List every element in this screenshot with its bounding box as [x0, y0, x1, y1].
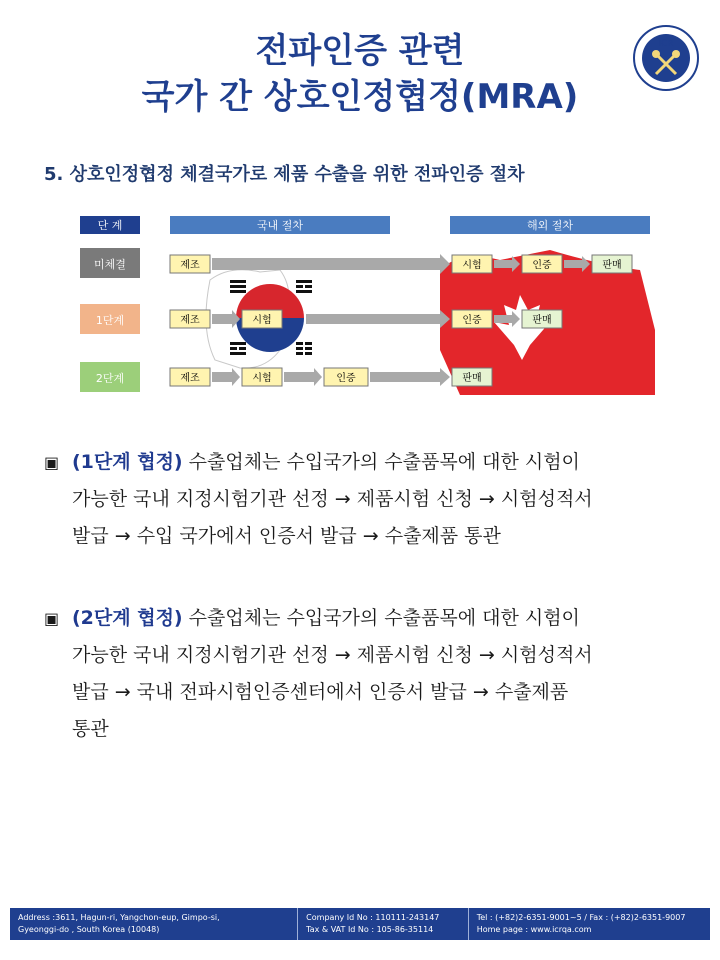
footer-line: Tel : (+82)2-6351-9001~5 / Fax : (+82)2-6351-9007 — [476, 913, 686, 922]
paragraph-line: 가능한 국내 지정시험기관 선정 → 제품시험 신청 → 시험성적서 — [72, 488, 593, 510]
step-box: 시험 — [252, 373, 272, 384]
section-heading: 5. 상호인정협정 체결국가로 제품 수출을 위한 전파인증 절차 — [44, 164, 525, 185]
paragraph-line: 수출업체는 수입국가의 수출품목에 대한 시험이 — [188, 451, 580, 473]
step-box: 제조 — [180, 315, 200, 326]
step-box: 인증 — [462, 315, 482, 326]
col-header-overseas: 해외 절차 — [526, 219, 574, 232]
footer-line: Gyeonggi-do , South Korea (10048) — [18, 925, 160, 934]
step-box: 시험 — [462, 260, 482, 271]
paragraph-line: 발급 → 수입 국가에서 인증서 발급 → 수출제품 통관 — [72, 525, 501, 547]
footer-contact — [469, 908, 710, 940]
step-box: 판매 — [532, 315, 552, 326]
step-box: 판매 — [602, 260, 622, 271]
footer — [10, 908, 710, 940]
title-line-1: 전파인증 관련 — [255, 31, 465, 71]
paragraph-stage2 — [44, 600, 694, 748]
col-header-stage: 단 계 — [97, 219, 123, 232]
step-box: 판매 — [462, 373, 482, 384]
step-box: 제조 — [180, 373, 200, 384]
paragraph-line: 통관 — [72, 718, 109, 740]
footer-line: Home page : www.icrqa.com — [476, 925, 592, 934]
paragraph-lead: (2단계 협정) — [72, 607, 183, 629]
page-title — [0, 28, 720, 120]
step-box: 시험 — [252, 315, 272, 326]
paragraph-stage1 — [44, 444, 694, 555]
footer-address — [10, 908, 298, 940]
stage-label: 2단계 — [95, 372, 125, 385]
step-box: 제조 — [180, 260, 200, 271]
paragraph-line: 수출업체는 수입국가의 수출품목에 대한 시험이 — [188, 607, 580, 629]
stage-label: 1단계 — [95, 314, 125, 327]
footer-line: Address :3611, Hagun-ri, Yangchon-eup, Gimpo-si, — [18, 913, 220, 922]
footer-company — [298, 908, 469, 940]
title-line-2: 국가 간 상호인정협정(MRA) — [141, 77, 579, 117]
paragraph-line: 가능한 국내 지정시험기관 선정 → 제품시험 신청 → 시험성적서 — [72, 644, 593, 666]
step-box: 인증 — [336, 373, 356, 384]
stage-label: 미체결 — [94, 258, 126, 271]
footer-line: Tax & VAT Id No : 105-86-35114 — [306, 925, 434, 934]
mra-procedure-diagram — [80, 210, 660, 400]
checkbox-square-icon: ▣ — [44, 453, 60, 472]
step-box: 인증 — [532, 260, 552, 271]
col-header-domestic: 국내 절차 — [256, 219, 304, 232]
logo-text: ICR — [658, 39, 674, 49]
icr-logo — [632, 24, 700, 92]
footer-line: Company Id No : 110111-243147 — [306, 913, 440, 922]
paragraph-line: 발급 → 국내 전파시험인증센터에서 인증서 발급 → 수출제품 — [72, 681, 569, 703]
checkbox-square-icon: ▣ — [44, 609, 60, 628]
paragraph-lead: (1단계 협정) — [72, 451, 183, 473]
